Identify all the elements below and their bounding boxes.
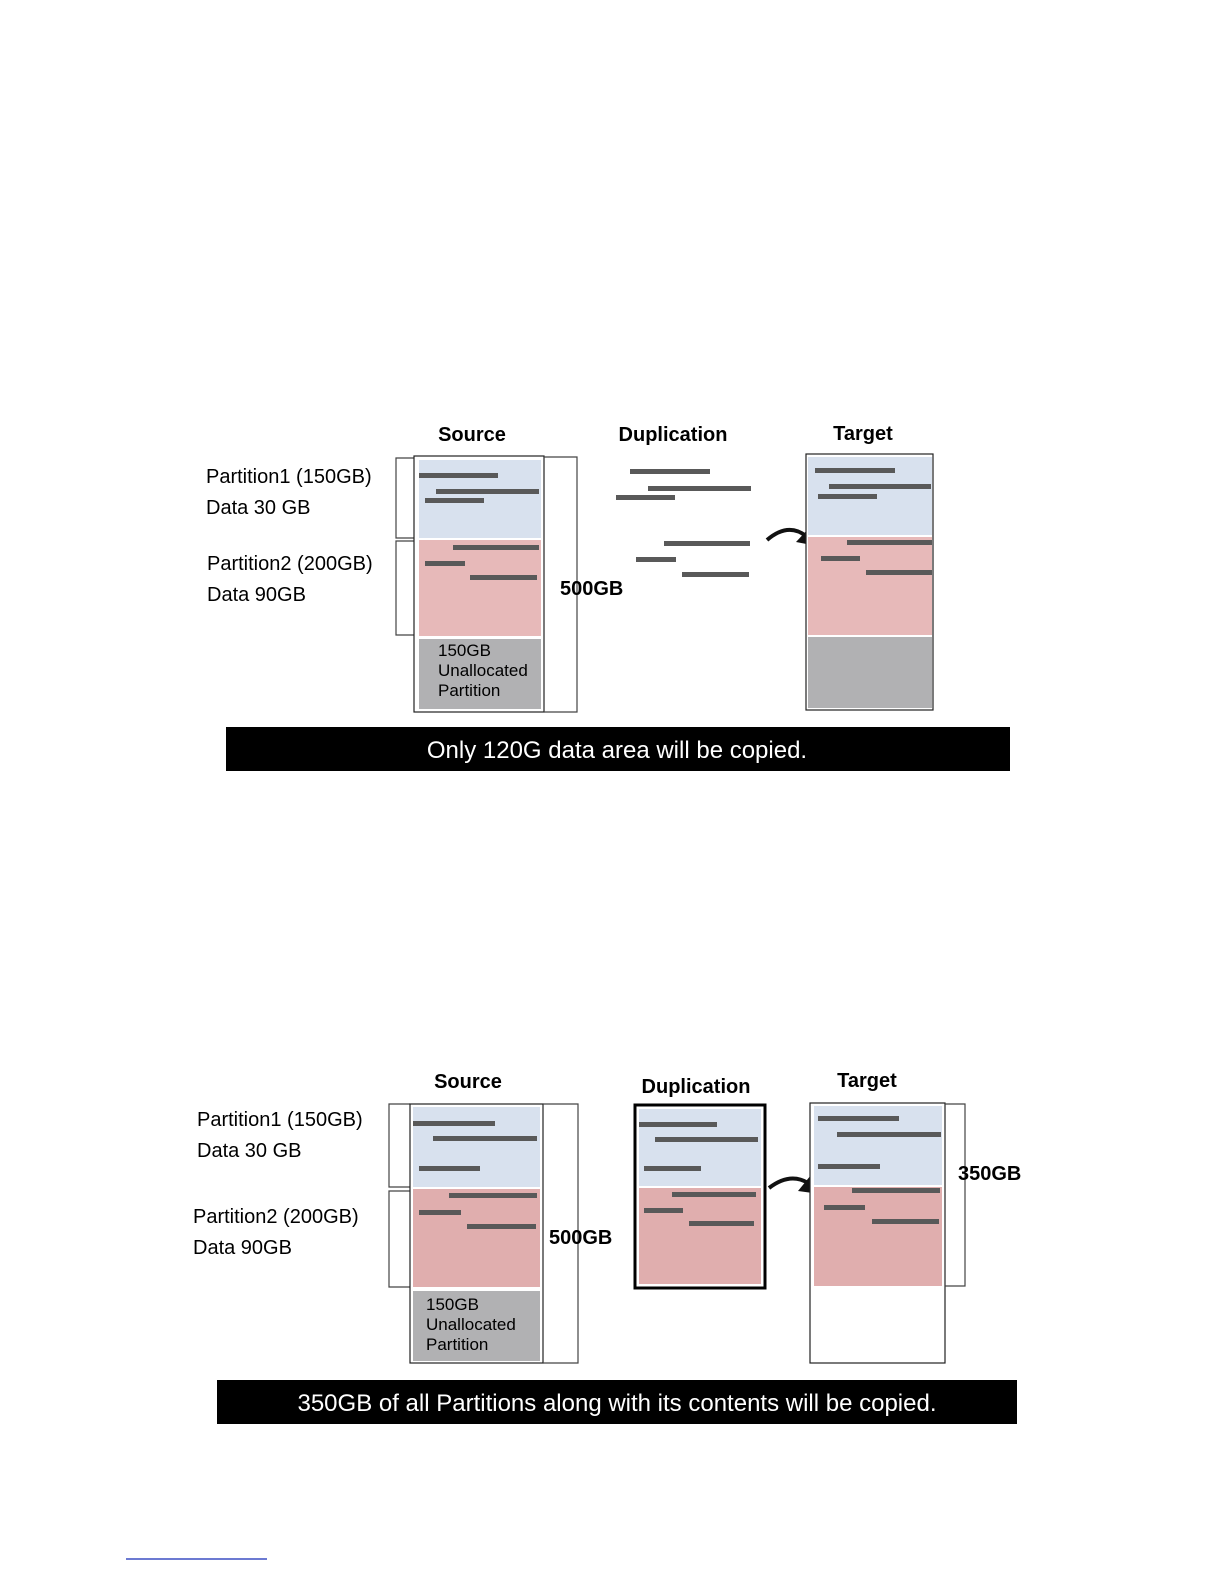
diagram-full-partition-copy [193,1070,1021,1424]
partition1-data-label: Data 30 GB [197,1140,302,1162]
data-bar [419,1166,480,1171]
duplication-partition2 [639,1188,761,1284]
source-disk [414,456,544,712]
source-header: Source [438,424,506,446]
unallocated-label-line1: 150GB [426,1295,479,1314]
duplication-header: Duplication [641,1076,751,1098]
data-bar [644,1166,701,1171]
source-partition2 [413,1189,540,1287]
data-bar [630,469,710,474]
duplication-disk [635,1105,765,1288]
data-bar [821,556,860,561]
data-bar [616,495,675,500]
target-header: Target [837,1070,897,1092]
data-bar [829,484,931,489]
data-bar [837,1132,941,1137]
partition2-data-label: Data 90GB [207,584,306,606]
partition2-bracket [389,1191,410,1287]
partition2-label: Partition2 (200GB) [193,1206,359,1228]
source-size-label: 500GB [549,1227,613,1249]
data-bar [648,486,751,491]
data-bar [824,1205,865,1210]
unallocated-label-line3: Partition [438,681,501,700]
data-bar [433,1136,537,1141]
target-partition2 [808,537,932,635]
data-bar [449,1193,537,1198]
data-bar [818,494,877,499]
data-bar [636,557,676,562]
duplication-data-bars [616,469,751,577]
data-bar [818,1164,880,1169]
unallocated-label-line1: 150GB [438,641,491,660]
data-bar [847,540,932,545]
caption-text: Only 120G data area will be copied. [426,737,808,764]
data-bar [413,1121,495,1126]
partition2-data-label: Data 90GB [193,1237,292,1259]
data-bar [467,1224,536,1229]
target-header: Target [833,423,893,445]
data-bar [470,575,537,580]
data-bar [672,1192,756,1197]
target-partition2 [814,1187,942,1286]
data-bar [639,1122,717,1127]
data-bar [644,1208,683,1213]
data-bar [689,1221,754,1226]
data-bar [436,489,539,494]
data-bar [425,561,465,566]
partition1-label: Partition1 (150GB) [197,1109,363,1131]
duplication-header: Duplication [618,424,728,446]
source-partition2 [419,540,541,636]
source-disk [410,1104,543,1363]
data-bar [453,545,539,550]
source-size-label: 500GB [560,578,624,600]
target-size-bracket [945,1104,965,1286]
data-bar [818,1116,899,1121]
target-size-label: 350GB [958,1163,1022,1185]
unallocated-label-line2: Unallocated [426,1315,516,1334]
data-bar [682,572,749,577]
data-bar [425,498,484,503]
unallocated-label-line2: Unallocated [438,661,528,680]
partition2-bracket [396,541,414,635]
data-bar [664,541,750,546]
target-unallocated [808,637,932,708]
data-bar [655,1137,758,1142]
data-bar [866,570,932,575]
data-bar [419,473,498,478]
data-bar [815,468,895,473]
partition1-label: Partition1 (150GB) [206,466,372,488]
data-bar [852,1188,940,1193]
partition1-bracket [389,1104,410,1187]
source-partition1 [413,1107,540,1187]
partition1-bracket [396,458,414,538]
data-bar [872,1219,939,1224]
target-disk [810,1103,945,1363]
source-header: Source [434,1071,502,1093]
target-disk [806,454,933,710]
partition2-label: Partition2 (200GB) [207,553,373,575]
diagram-data-area-copy [206,423,1010,771]
duplication-partition1 [639,1109,761,1186]
data-bar [419,1210,461,1215]
partition1-data-label: Data 30 GB [206,497,311,519]
unallocated-label-line3: Partition [426,1335,489,1354]
caption-text: 350GB of all Partitions along with its contents will be copied. [297,1390,937,1417]
